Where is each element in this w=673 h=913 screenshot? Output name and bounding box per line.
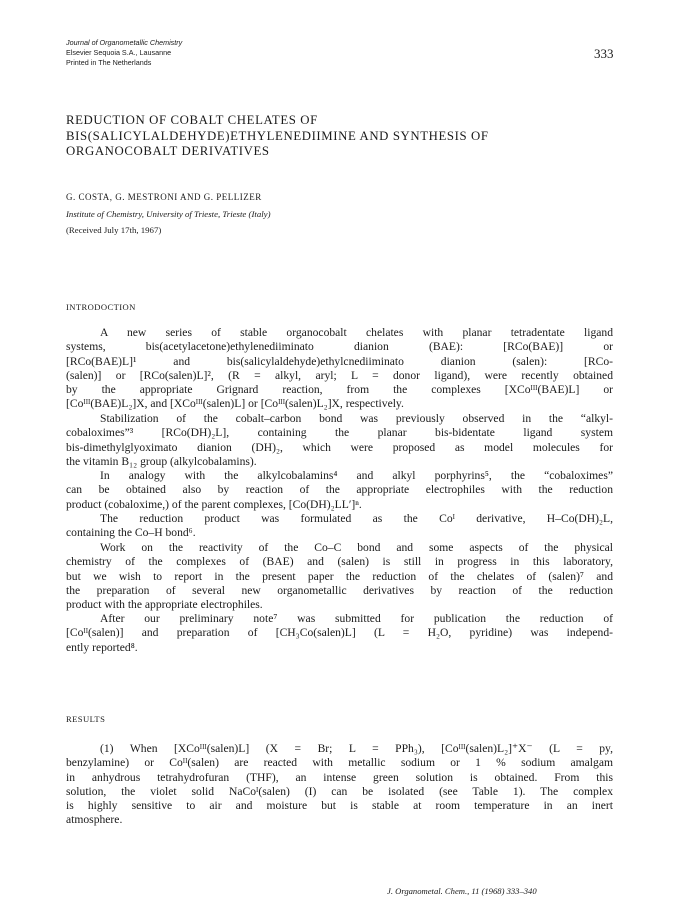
text-line: Work on the reactivity of the Co–C bond and some aspects of the physical xyxy=(100,541,613,554)
title-line: REDUCTION OF COBALT CHELATES OF xyxy=(66,113,318,127)
article-title xyxy=(66,113,626,160)
text-line: In analogy with the alkylcobalamins⁴ and alkyl porphyrins⁵, the “cobaloximes” xyxy=(100,469,613,482)
text-line: [Coᴵᴵᴵ(BAE)L₂]X, and [XCoᴵᴵᴵ(salen)L] or [Coᴵᴵᴵ(salen)L₂]X, respectively. xyxy=(66,397,404,411)
text-line: Stabilization of the cobalt–carbon bond was previously observed in the “alkyl- xyxy=(100,412,613,425)
paragraph xyxy=(66,326,613,412)
text-line: chemistry of the complexes of (BAE) and (salen) is still in progress in this laboratory, xyxy=(66,555,613,569)
text-line: can be obtained also by reaction of the appropriate electrophiles with the reduction xyxy=(66,483,613,497)
printed-in: Printed in The Netherlands xyxy=(66,58,152,67)
journal-info xyxy=(66,38,182,68)
paragraph xyxy=(66,412,613,469)
text-line: the vitamin B₁₂ group (alkylcobalamins). xyxy=(66,454,257,468)
authors: G. COSTA, G. MESTRONI AND G. PELLIZER xyxy=(66,192,262,202)
text-line: but we wish to report in the present paper the reduction of the chelates of (salen)⁷ and xyxy=(66,569,613,583)
text-line: is highly sensitive to air and moisture but is stable at room temperature in an inert xyxy=(66,799,613,813)
text-line: cobaloximes”³ [RCo(DH)₂L], containing the planar bis-bidentate ligand system xyxy=(66,426,613,440)
text-line: The reduction product was formulated as the Coᴵ derivative, H–Co(DH)₂L, xyxy=(100,512,613,525)
text-line: product with the appropriate electrophiles. xyxy=(66,598,263,612)
paragraph xyxy=(66,469,613,512)
text-line: product (cobaloxime,) of the parent complexes, [Co(DH)₂LL′]ⁿ. xyxy=(66,497,362,511)
page-number: 333 xyxy=(594,46,614,61)
text-line: [RCo(BAE)L]¹ and bis(salicylaldehyde)ethylcnediiminato dianion (salen): [RCo- xyxy=(66,354,613,368)
section-heading-introduction: INTRODOCTION xyxy=(66,302,136,312)
text-line: solution, the violet solid NaCoᴵ(salen) (I) can be isolated (see Table 1). The complex xyxy=(66,784,613,798)
text-line: A new series of stable organocobalt chelates with planar tetradentate ligand xyxy=(100,326,613,339)
publisher: Elsevier Sequoia S.A., Lausanne xyxy=(66,48,172,57)
text-line: [Coᴵᴵ(salen)] and preparation of [CH₃Co(salen)L] (L = H₂O, pyridine) was independ- xyxy=(66,626,613,640)
institution: Institute of Chemistry, University of Trieste, Trieste (Italy) xyxy=(66,209,271,219)
text-line: (1) When [XCoᴵᴵᴵ(salen)L] (X = Br; L = PPh₃), [Coᴵᴵᴵ(salen)L₂]⁺X⁻ (L = py, xyxy=(100,742,613,755)
paragraph xyxy=(66,541,613,612)
title-line: BIS(SALICYLALDEHYDE)ETHYLENEDIIMINE AND SYNTHESIS OF xyxy=(66,128,489,143)
text-line: atmosphere. xyxy=(66,813,123,827)
text-line: containing the Co–H bond⁶. xyxy=(66,526,196,540)
text-line: ently reported⁸. xyxy=(66,640,138,654)
text-line: After our preliminary note⁷ was submitted for publication the reduction of xyxy=(100,612,613,625)
journal-citation: J. Organometal. Chem., 11 (1968) 333–340 xyxy=(387,886,537,896)
paragraph xyxy=(66,742,613,828)
paragraph xyxy=(66,512,613,541)
text-line: bis-dimethylglyoximato dianion (DH)₂, which were proposed as model molecules for xyxy=(66,440,613,454)
text-line: by the appropriate Grignard reaction, from the complexes [XCoᴵᴵᴵ(BAE)L] or xyxy=(66,383,613,397)
journal-name: Journal of Organometallic Chemistry xyxy=(66,38,183,47)
title-line: ORGANOCOBALT DERIVATIVES xyxy=(66,144,270,158)
text-line: (salen)] or [RCo(salen)L]², (R = alkyl, aryl; L = donor ligand), were recently obtained xyxy=(66,368,613,382)
paragraph xyxy=(66,612,613,655)
text-line: in anhydrous tetrahydrofuran (THF), an intense green solution is obtained. From this xyxy=(66,770,613,784)
text-line: benzylamine) or Coᴵᴵ(salen) are reacted with metallic sodium or 1 % sodium amalgam xyxy=(66,756,613,770)
received-date: (Received July 17th, 1967) xyxy=(66,225,162,235)
text-line: systems, bis(acetylacetone)ethylenediiminato dianion (BAE): [RCo(BAE)] or xyxy=(66,340,613,354)
section-heading-results: RESULTS xyxy=(66,714,106,724)
text-line: the preparation of several new organometallic derivatives by reaction of the reduction xyxy=(66,583,613,597)
